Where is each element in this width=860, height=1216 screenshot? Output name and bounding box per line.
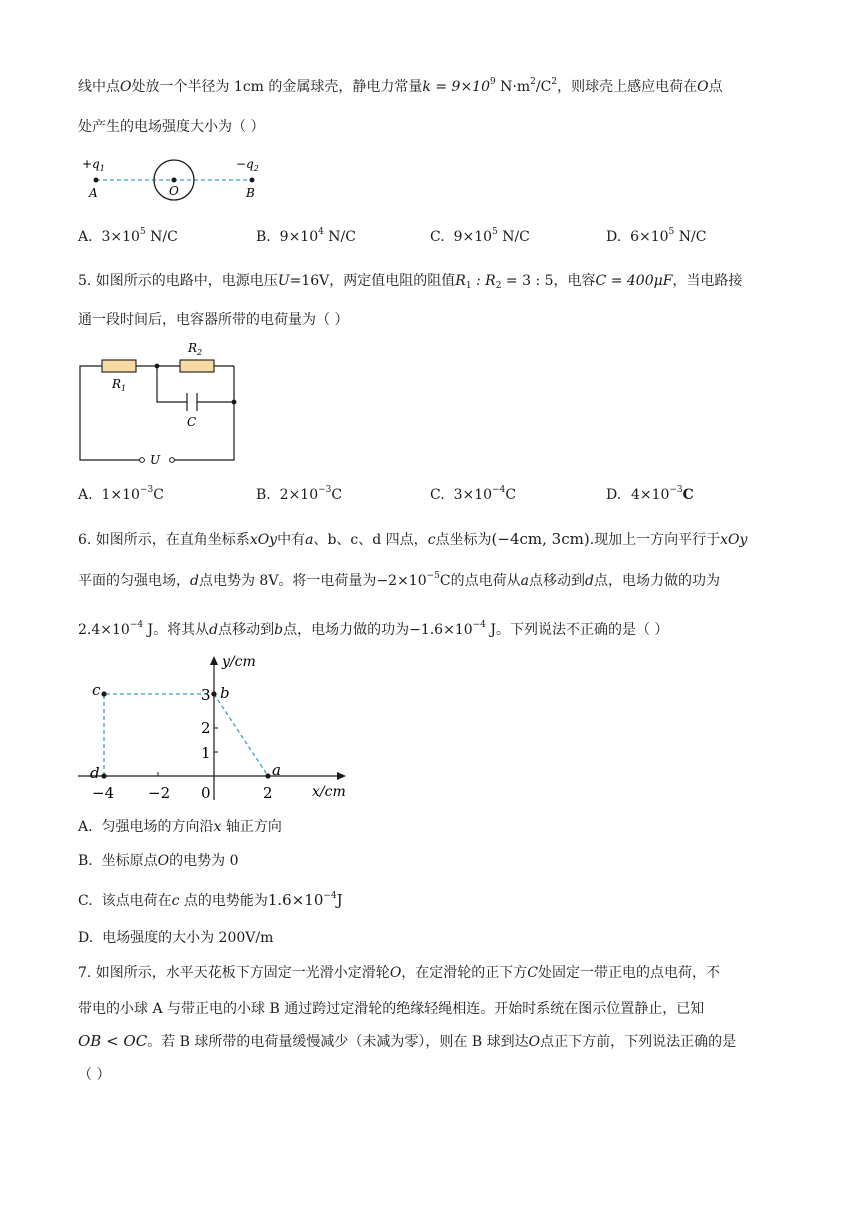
- q4-text: ，则球壳上感应电荷在: [557, 79, 698, 95]
- q6-line-3: $2.4\times 10^{-4}$ J。将其从d点移动到b点，电场力做的功为$-1.6\times 10^{-4}$ J。下列说法不正确的是（ ）: [78, 620, 669, 638]
- q7-line-1: 7. 如图所示，水平天花板下方固定一光滑小定滑轮O，在定滑轮的正下方C处固定一带正电的点电荷，不: [78, 965, 721, 981]
- q6-x-tick-label: 2: [263, 784, 273, 802]
- q4-label-q1: $+q_1$: [82, 157, 105, 173]
- q5-resistor-r2: [180, 360, 214, 372]
- q5-circuit-figure: [76, 334, 246, 468]
- q4-label-A: A: [89, 186, 98, 200]
- q4-k-formula: k = 9×10: [422, 79, 490, 95]
- q5-wire-left: [80, 366, 140, 460]
- q5-option-c[interactable]: C. $3\times 10^{-4}C$: [430, 485, 517, 503]
- q4-k-unit: N·m: [495, 79, 531, 95]
- q6-line-2: 平面的匀强电场，d点电势为 8V。将一电荷量为$-2\times 10^{-5}C$的点电荷从a点移动到d点，电场力做的功为: [78, 571, 720, 589]
- q4-var-O: O: [697, 79, 709, 95]
- q5-label-r1: $R_1$: [112, 377, 127, 393]
- q6-line-1: 6. 如图所示，在直角坐标系xOy中有a、b、c、d 四点，c点坐标为(−4cm, 3cm).现加上一方向平行于xOy: [78, 530, 748, 548]
- q4-option-a[interactable]: A. $3\times 10^5$ N/C: [78, 227, 178, 245]
- q5-option-b[interactable]: B. $2\times 10^{-3}C$: [256, 485, 343, 503]
- q6-y-tick-label: 2: [201, 719, 211, 737]
- q4-option-c[interactable]: C. $9\times 10^5$ N/C: [430, 227, 530, 245]
- q6-label-b: b: [220, 684, 230, 702]
- q6-point-d: [101, 773, 106, 778]
- q4-k-unit-exp: 2: [530, 77, 536, 87]
- q5-label-u: U: [150, 453, 161, 467]
- q4-line-1: [78, 76, 788, 98]
- q6-option-b[interactable]: B. 坐标原点O的电势为 0: [78, 853, 239, 869]
- q7-line-4: （ ）: [78, 1067, 111, 1083]
- q7-line-3: OB < OC。若 B 球所带的电荷量缓慢减少（未减为零），则在 B 球到达O点正下方前，下列说法正确的是: [78, 1032, 737, 1050]
- q4-line-2: 处产生的电场强度大小为（ ）: [78, 119, 265, 135]
- q6-label-c: c: [92, 681, 101, 699]
- q4-label-B: B: [246, 186, 255, 200]
- q6-x-arrow: [337, 772, 346, 780]
- q6-point-c: [101, 691, 106, 696]
- q6-point-a: [265, 773, 270, 778]
- q6-y-tick-label: 3: [201, 686, 211, 704]
- q4-k-exp: 9: [490, 77, 496, 87]
- q6-point-b: [211, 691, 216, 696]
- q4-point-O: [172, 178, 177, 183]
- q4-label-q2: $-q_2$: [236, 157, 259, 173]
- q4-text: 处放一个半径为 1cm 的金属球壳，静电力常量: [131, 79, 423, 95]
- q4-k-unit2: /C: [535, 79, 552, 95]
- q5-wire-right: [174, 366, 234, 460]
- q4-point-B: [250, 178, 255, 183]
- q7-line-2: 带电的小球 A 与带正电的小球 B 通过跨过定滑轮的绝缘轻绳相连。开始时系统在图示位置静止，已知: [78, 1001, 705, 1017]
- q6-option-c[interactable]: C. 该点电荷在c 点的电势能为$1.6\times 10^{-4}J$: [78, 891, 343, 909]
- q5-node-2: [232, 400, 237, 405]
- q6-x-tick-label: −2: [148, 784, 171, 802]
- q6-y-arrow: [210, 656, 218, 665]
- q6-x-tick-label: −4: [92, 784, 115, 802]
- q6-coordinate-figure: [76, 648, 356, 804]
- q6-origin-label: 0: [201, 784, 211, 802]
- q6-y-label: y/cm: [222, 654, 256, 670]
- q4-figure: [78, 152, 278, 204]
- q6-dashed-dcb: [104, 694, 214, 776]
- q5-node-1: [155, 364, 160, 369]
- q5-label-c: C: [187, 415, 197, 429]
- q6-x-label: x/cm: [312, 784, 346, 800]
- q5-line-1: 5. 如图所示的电路中，电源电压U=16V，两定值电阻的阻值$R_1$ : $R_2 = 3$ : 5，电容C = 400μF，当电路接: [78, 273, 743, 291]
- q5-terminal-left: [140, 458, 145, 463]
- q6-option-a[interactable]: A. 匀强电场的方向沿x 轴正方向: [78, 819, 282, 835]
- q4-text: 线中点: [78, 79, 120, 95]
- q6-label-a: a: [272, 761, 281, 779]
- q4-text: 点: [708, 79, 723, 95]
- q4-option-d[interactable]: D. $6\times 10^5$ N/C: [606, 227, 707, 245]
- q5-line-2: 通一段时间后，电容器所带的电荷量为（ ）: [78, 312, 349, 328]
- q6-dashed-ba: [214, 694, 268, 776]
- q4-k-unit2-exp: 2: [551, 77, 558, 87]
- q5-option-a[interactable]: A. $1\times 10^{-3}C$: [78, 485, 164, 503]
- q5-resistor-r1: [102, 360, 136, 372]
- q5-terminal-right: [170, 458, 175, 463]
- q6-y-tick-label: 1: [201, 744, 211, 762]
- q4-label-O: O: [169, 184, 179, 198]
- q4-var-O: O: [120, 79, 132, 95]
- q4-point-A: [94, 178, 99, 183]
- q6-option-d[interactable]: D. 电场强度的大小为 200V/m: [78, 930, 274, 946]
- q5-label-r2: $R_2$: [188, 341, 203, 357]
- q5-option-d[interactable]: D. $4\times 10^{-3}C$: [606, 485, 694, 503]
- q6-label-d: d: [90, 764, 100, 782]
- q4-option-b[interactable]: B. $9\times 10^4$ N/C: [256, 227, 356, 245]
